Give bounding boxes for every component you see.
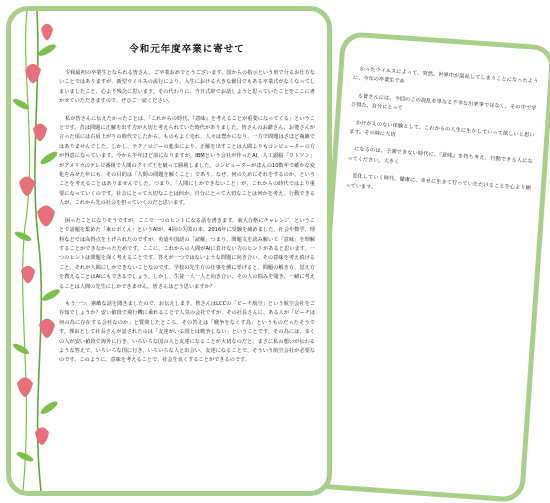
front-page-content [59,41,315,479]
back-line-1: かったウイルスによって、突然、世界中が混乱してしまうことになったように、今年の卒業生であ [352,66,539,86]
back-line-5: 変化していく時代、健康に、幸せに生きて行っていただけることを心より願っています。 [345,173,531,192]
front-page [6,6,332,496]
paragraph-2: 私が皆さんに伝えたかったことは、「これからの時代、『意味』を考えることが重要になってくる」ということです。昔は問題に正解を出す力が大切と考えられていた時代がありました。皆さんのお爺さん、お婆さんが言った頃には右肩上がりの時代でしたから、ものもよく売れ、人々は豊かになり、一方で問題はさほど複雑ではありませんでした。しかし、テクノロジーの進歩により、正解を出すことは人間よりもコンピューターの方が得意になっています。今から半年ほど前になりますが、IBMという会社が作ったAI、人工頭脳「ワトソン」がアメリカのテレビ番組で人間のクイズ王を破って勝利しました。コンピューターがほんの10数年で確かな変化をみせた年にも、その目的は「人間の問題を解くこと」であり、なぜ、何のためにそれをするのか、ということを考えることはありませんでした。つまり、「人間にしかできないこと」が、これからの時代ではより重要になっていくのです。社会にとって大切なことは何か、自分にとって大切なことは何かを考え、行動できる人が、これから先の社会を担っていくのだと思います。 [59,115,315,207]
paragraph-3: 困ったことになりそうですが、ここで一つのヒントになる話を書きます。東大合格にチャレンジ、ということで話題を集めた「東ロボくん」というAIが、4回の失敗の末、2016年に受験を諦めました。社会や数学、理科などでは高得点を上げられたのですが、英語や国語の「読解」つまり、問題文を読み解いて「意味」を理解することができなかったためです。ここに、これからの人間がAIに負けない力のヒントがあると思います。一つのヒントは問題を深く考えることです。答えが一つではないような問題に向き合い、その意味を考え続けること、それが人間にしかできないことなのです。学校の先生方の仕事を例に挙げると、問題の解き方、覚え方を教えることはAIにもできるでしょう。しかし、生徒一人一人と向き合い、その人の悩みを聞き、一緒に考えることは人間の先生にしかできません。皆さんはどう思いますか？ [59,217,315,290]
document-title: 令和元年度卒業に寄せて [129,44,245,55]
back-page [309,31,550,503]
back-line-4: になるのは、予測できない時代に、『意味』を持ち考え、行動できる人になってください。大きく [347,146,533,166]
paragraph-1: 令和最初の卒業生となられる皆さん、ご卒業おめでとうございます。国からの指示という形で分るお仕方ないことではありますが、新型ウイルスの流行により、入生における大きな節目でもある卒業式がなくなってしまいましたこと、心より残念に思います。その代わりに、当日式辞でお話しようと思っていたことをここに書かせていただきますので、ぜひご一読ください。 [59,70,315,105]
back-line-2: る皆さんには、今回のこの混乱を単なる不幸な出来事ではなく、その中で学び得た、自分にとって [350,93,537,112]
paragraph-4: もう一つ、素敵な話を聞きましたので、お伝えします。皆さんはLCCの「ピーチ航空」という航空会社をご存知でしょうか？安い値段で飛行機に乗れることで人気の会社ですが、その社長さんに、ある人が「ピーチは何の為に存在する会社なのか」と質問したところ、その答えは「戦争をなくす為」というものだったそうです。理由として社長さんが話されたのは「友達がいる国とは戦争しない」ということです。その為には、多くの人が安い値段で海外に行き、いろいろな国の人と友達になることが大切なのだと。まさに私の想いが伝わるような答えで、いろいろな国に行き、いろいろな人と出会い、友達になることで、そういう航空会社が必要なのです。このように、意味を考えることで、社会を良くすることができるのです。 [59,300,315,364]
back-line-3: かけがえのない体験として、これからの人生に生かしていって欲しいと思います。その時に大切 [349,119,535,139]
back-page-content [325,65,538,487]
